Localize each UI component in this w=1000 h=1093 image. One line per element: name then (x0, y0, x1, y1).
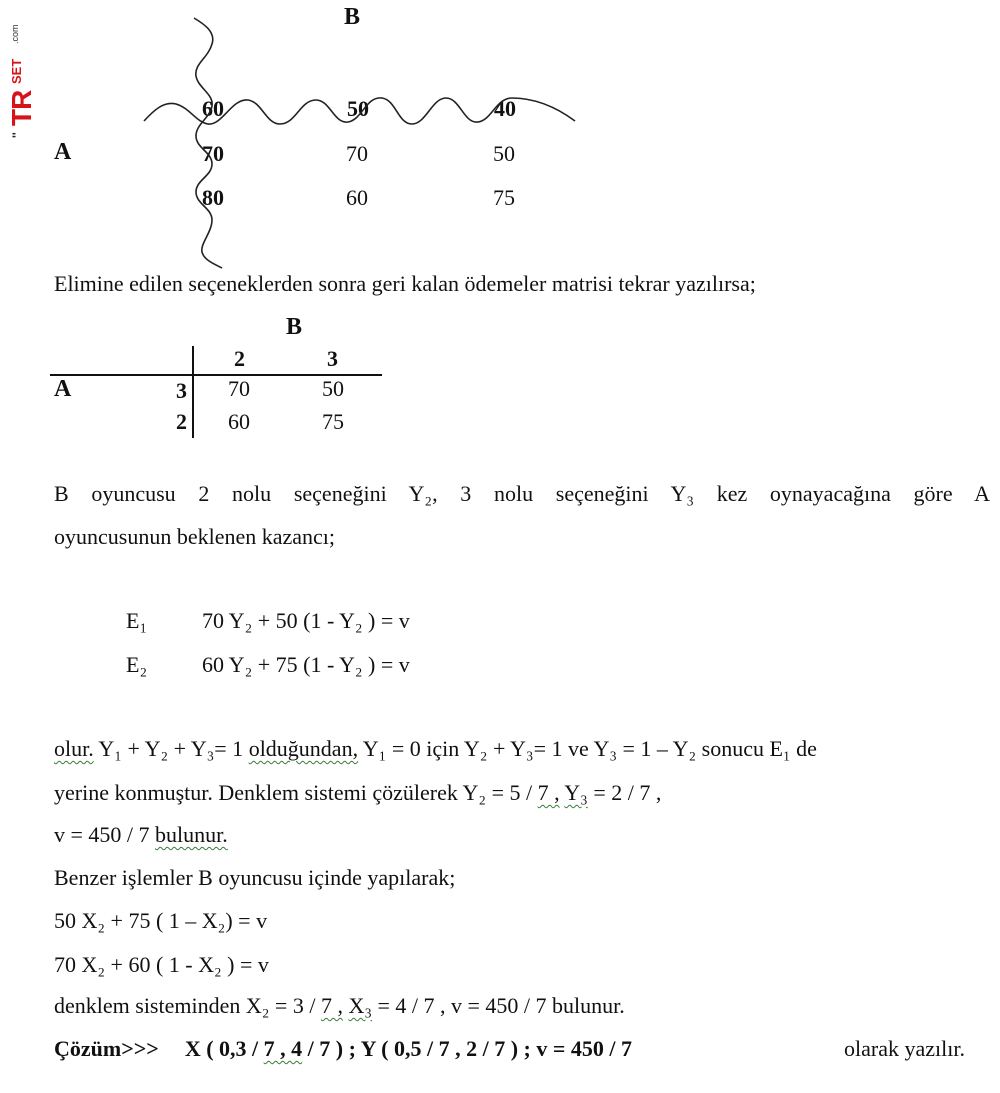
text-run: olduğundan, (248, 736, 359, 761)
matrix2-col-label: 2 (234, 346, 245, 371)
text-run: = 4 / 7 , v = 450 / 7 bulunur. (372, 993, 625, 1018)
vertical-squiggle (194, 18, 222, 268)
matrix1-cell: 70 (202, 141, 224, 166)
equation-label: E₂ (126, 652, 148, 677)
matrix2-cell: 70 (228, 376, 250, 401)
equation-row (126, 608, 410, 634)
para2-line3 (54, 822, 228, 848)
text-run: olur. (54, 736, 94, 761)
matrix1-cell: 60 (202, 96, 224, 121)
equation-expr: 70 Y₂ + 50 (1 - Y₂ ) = v (202, 608, 410, 633)
equation-expr: 60 Y₂ + 75 (1 - Y₂ ) = v (202, 652, 410, 677)
equation-label: E₁ (126, 608, 148, 633)
text-run: yerine konmuştur. Denklem sistemi çözülerek Y₂ = 5 / (54, 780, 538, 805)
text-run: = 2 / 7 , (587, 780, 662, 805)
matrix2-row-rule (192, 346, 194, 438)
matrix2-cell: 60 (228, 409, 250, 434)
watermark-com: .com (10, 24, 20, 44)
para2-line6: 70 X₂ + 60 ( 1 - X₂ ) = v (54, 952, 269, 977)
matrix2-row-label: 3 (176, 378, 187, 403)
text-run: Y₁ + Y₂ + Y₃= 1 (93, 736, 249, 761)
para2-line7 (54, 993, 625, 1019)
strike-squiggles (0, 0, 1000, 280)
matrix1-cell: 40 (494, 96, 516, 121)
matrix1-cell: 50 (347, 96, 369, 121)
para1-line1: B oyuncusu 2 nolu seçeneğini Y₂, 3 nolu seçeneğini Y₃ kez oynayacağına göre A (54, 481, 990, 506)
watermark-set: SET (9, 58, 24, 84)
text-run: 7 , (320, 993, 343, 1018)
text-run: v = 450 / 7 (54, 822, 156, 847)
solution-tail: olarak yazılır. (844, 1036, 965, 1061)
text-run: denklem sisteminden X₂ = 3 / (54, 993, 321, 1018)
text-run: X ( 0,3 / (184, 1036, 264, 1061)
para2-line5: 50 X₂ + 75 ( 1 – X₂) = v (54, 908, 268, 933)
text-run: Y₃ (564, 780, 588, 805)
para2-line4: Benzer işlemler B oyuncusu içinde yapılarak; (54, 865, 456, 890)
matrix1-row-player: A (54, 139, 72, 165)
para1-line2: oyuncusunun beklenen kazancı; (54, 524, 336, 549)
matrix2-col-label: 3 (327, 346, 338, 371)
text-run: 7 , (537, 780, 560, 805)
matrix1-cell: 75 (493, 185, 515, 210)
matrix2-row-label: 2 (176, 409, 187, 434)
text-run: / 7 ) ; Y ( 0,5 / 7 , 2 / 7 ) ; v = 450 / 7 (302, 1036, 633, 1061)
matrix1-cell: 50 (493, 141, 515, 166)
matrix1-cell: 80 (202, 185, 224, 210)
solution-label: Çözüm>>> (54, 1036, 159, 1061)
watermark-quote: '' (10, 132, 24, 138)
text-run: bulunur. (155, 822, 228, 847)
matrix1-col-player: B (344, 4, 361, 30)
matrix2-cell: 50 (322, 376, 344, 401)
matrix2-col-player: B (286, 314, 303, 340)
text-run: 7 , 4 (263, 1036, 303, 1061)
intro-text: Elimine edilen seçeneklerden sonra geri kalan ödemeler matrisi tekrar yazılırsa; (54, 271, 756, 296)
para2-line2 (54, 780, 661, 806)
matrix1-cell: 60 (346, 185, 368, 210)
horizontal-squiggle (144, 98, 575, 124)
solution-line (54, 1036, 632, 1062)
text-run: X₃ (348, 993, 372, 1018)
equation-row (126, 652, 410, 678)
matrix2-row-player: A (54, 376, 72, 402)
para2-line1 (54, 736, 817, 762)
text-run: Y₁ = 0 için Y₂ + Y₃= 1 ve Y₃ = 1 – Y₂ sonucu E₁ de (358, 736, 817, 761)
matrix1-cell: 70 (346, 141, 368, 166)
payoff-matrix-reduced (50, 312, 390, 442)
matrix2-cell: 75 (322, 409, 344, 434)
watermark-tr: TR (6, 90, 37, 126)
